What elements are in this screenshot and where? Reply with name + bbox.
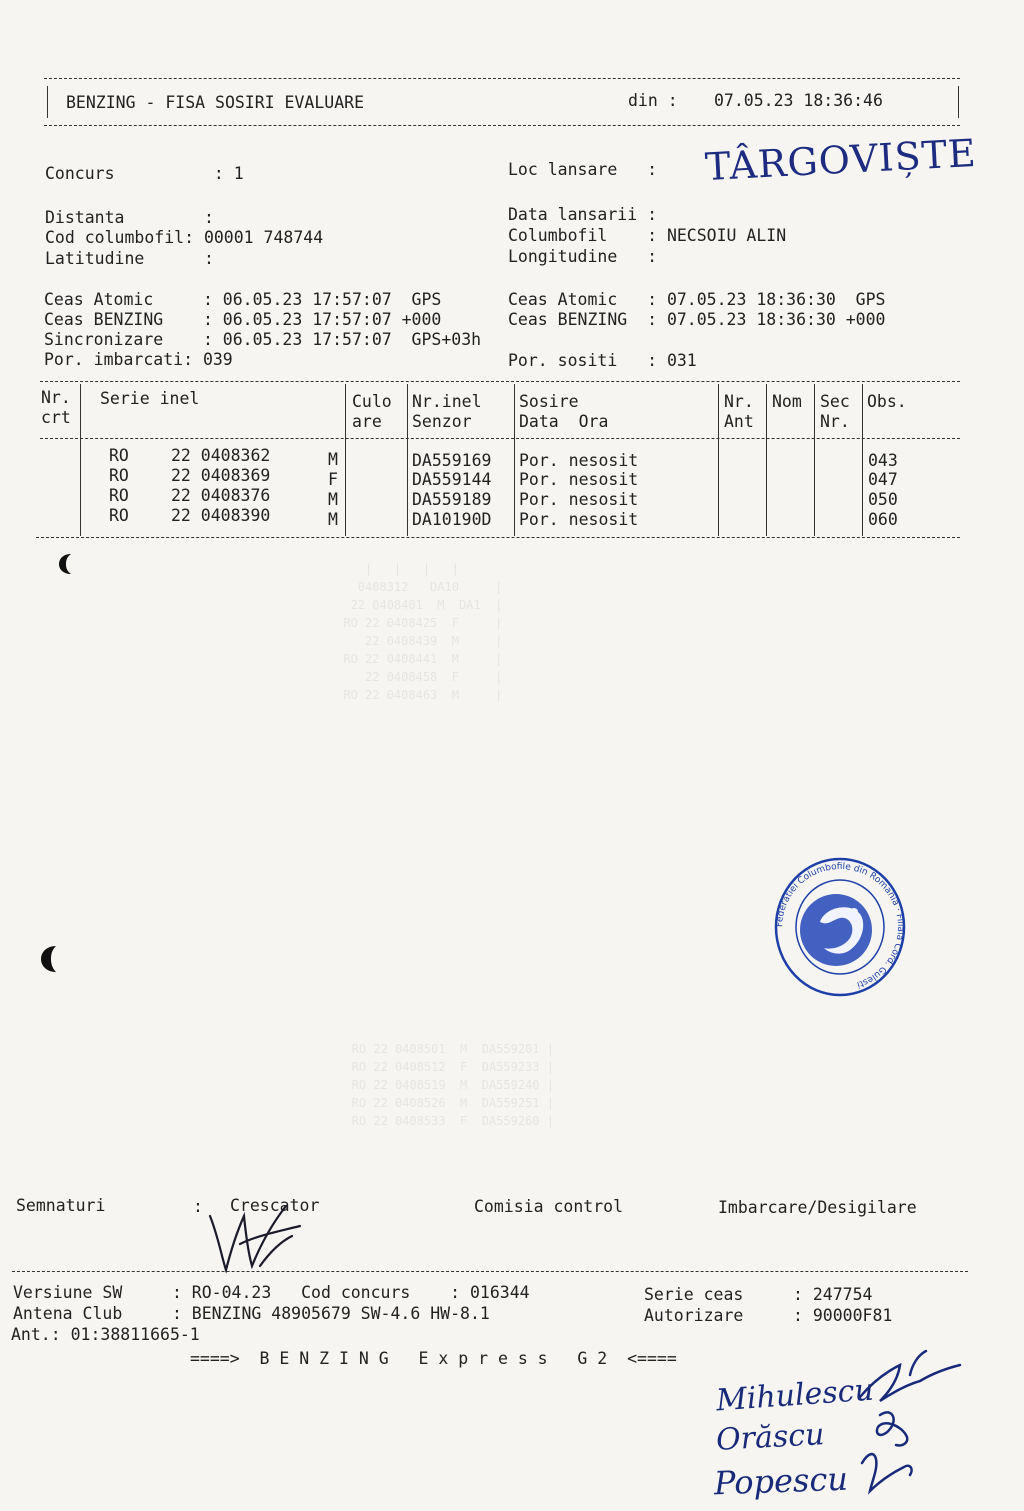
antena-club-line: Antena Club : BENZING 48905679 SW-4.6 HW-8.1 bbox=[13, 1304, 490, 1323]
comisia-control-label: Comisia control bbox=[474, 1197, 624, 1216]
row-senzor: DA559189 bbox=[412, 490, 492, 509]
handwritten-name: Popescu bbox=[713, 1459, 849, 1503]
benzing-express-banner: ====> B E N Z I N G E x p r e s s G 2 <==== bbox=[190, 1349, 677, 1368]
din-datetime: 07.05.23 18:36:46 bbox=[714, 91, 883, 110]
row-obs: 060 bbox=[868, 510, 898, 529]
table-header-border bbox=[40, 438, 960, 439]
row-senzor: DA559169 bbox=[412, 451, 492, 470]
header-nr-ant-2: Ant bbox=[724, 412, 754, 431]
col-sep bbox=[407, 384, 408, 536]
header-nr-crt-2: crt bbox=[41, 408, 71, 427]
row-series: 22 0408390 bbox=[171, 506, 271, 525]
commission-signatures bbox=[840, 1345, 980, 1505]
punch-hole-icon bbox=[55, 550, 79, 578]
loc-lansare-label: Loc lansare : bbox=[508, 160, 658, 179]
header-culoare-2: are bbox=[352, 412, 382, 431]
ceas-benzing-end: Ceas BENZING : 07.05.23 18:36:30 +000 bbox=[508, 310, 886, 329]
handwritten-name: Mihulescu bbox=[714, 1372, 875, 1419]
row-sex: M bbox=[328, 450, 338, 469]
row-senzor: DA559144 bbox=[412, 470, 492, 489]
cod-columbofil-field: Cod columbofil: 00001 748744 bbox=[45, 228, 324, 247]
ant-line: Ant.: 01:38811665-1 bbox=[11, 1325, 200, 1344]
row-sex: M bbox=[328, 490, 338, 509]
autorizare-field: Autorizare : 90000F81 bbox=[644, 1306, 893, 1325]
club-stamp-icon bbox=[770, 852, 910, 1002]
row-sex: M bbox=[328, 510, 338, 529]
row-country: RO bbox=[109, 446, 129, 465]
header-sec-nr: Sec bbox=[820, 392, 850, 411]
row-country: RO bbox=[109, 486, 129, 505]
punch-hole-icon bbox=[38, 943, 68, 975]
header-nr-ant: Nr. bbox=[724, 392, 754, 411]
crescator-label: Crescator bbox=[230, 1196, 320, 1215]
ceas-benzing-start: Ceas BENZING : 06.05.23 17:57:07 +000 bbox=[44, 310, 442, 329]
por-sositi-field: Por. sositi : 031 bbox=[508, 351, 697, 370]
col-sep bbox=[814, 384, 815, 536]
col-sep bbox=[862, 384, 863, 536]
header-right-border bbox=[958, 86, 959, 118]
versiune-sw-line: Versiune SW : RO-04.23 Cod concurs : 016344 bbox=[13, 1283, 530, 1302]
col-sep bbox=[514, 384, 515, 536]
loc-lansare-handwritten: TÂRGOVIȘTE bbox=[704, 130, 978, 190]
show-through-text-2: RO 22 0408501 M DA559201 | RO 22 0408512 F DA559233 | RO 22 0408519 M DA559240 | RO 22 0408526 M DA559251 | RO 22 0408533 F DA559260 | bbox=[351, 1042, 554, 1128]
row-sosire: Por. nesosit bbox=[519, 490, 639, 509]
ceas-atomic-end: Ceas Atomic : 07.05.23 18:36:30 GPS bbox=[508, 290, 886, 309]
row-sosire: Por. nesosit bbox=[519, 451, 639, 470]
header-serie-inel: Serie inel bbox=[100, 389, 200, 408]
row-sosire: Por. nesosit bbox=[519, 470, 639, 489]
header-nr-inel: Nr.inel bbox=[412, 392, 482, 411]
header-data-ora: Data Ora bbox=[519, 412, 609, 431]
imbarcare-desigilare-label: Imbarcare/Desigilare bbox=[718, 1198, 917, 1217]
semnaturi-label: Semnaturi bbox=[16, 1196, 106, 1215]
sincronizare-field: Sincronizare : 06.05.23 17:57:07 GPS+03h bbox=[44, 330, 482, 349]
header-senzor: Senzor bbox=[412, 412, 472, 431]
header-left-border bbox=[47, 86, 48, 118]
row-country: RO bbox=[109, 466, 129, 485]
header-sosire: Sosire bbox=[519, 392, 579, 411]
row-sex: F bbox=[328, 470, 338, 489]
data-lansarii-field: Data lansarii : bbox=[508, 205, 658, 224]
header-nom: Nom bbox=[772, 392, 802, 411]
col-sep bbox=[766, 384, 767, 536]
header-top-border bbox=[44, 78, 960, 79]
crescator-signature bbox=[200, 1196, 310, 1276]
header-sec-nr-2: Nr. bbox=[820, 412, 850, 431]
concurs-field: Concurs : 1 bbox=[45, 164, 244, 183]
footer-top-border bbox=[12, 1271, 968, 1272]
latitudine-field: Latitudine : bbox=[45, 249, 214, 268]
col-sep bbox=[718, 384, 719, 536]
row-series: 22 0408376 bbox=[171, 486, 271, 505]
col-sep bbox=[345, 384, 346, 536]
por-imbarcati-field: Por. imbarcati: 039 bbox=[44, 350, 233, 369]
row-obs: 047 bbox=[868, 470, 898, 489]
ceas-atomic-start: Ceas Atomic : 06.05.23 17:57:07 GPS bbox=[44, 290, 442, 309]
document-title: BENZING - FISA SOSIRI EVALUARE bbox=[66, 93, 365, 112]
header-obs: Obs. bbox=[867, 392, 907, 411]
distanta-field: Distanta : bbox=[45, 208, 214, 227]
longitudine-field: Longitudine : bbox=[508, 247, 658, 266]
show-through-text: | | | | 0408312 DA10 | 22 0408401 M DA1 | RO 22 0408425 F | 22 0408439 M | RO 22 0408441 M | 22 0408458 F | RO 22 0408463 M | bbox=[343, 562, 503, 702]
table-bottom-border bbox=[36, 537, 960, 538]
table-top-border bbox=[40, 381, 960, 382]
row-series: 22 0408362 bbox=[171, 446, 271, 465]
row-country: RO bbox=[109, 506, 129, 525]
row-obs: 043 bbox=[868, 451, 898, 470]
columbofil-field: Columbofil : NECSOIU ALIN bbox=[508, 226, 787, 245]
handwritten-name: Orăscu bbox=[715, 1417, 826, 1458]
row-obs: 050 bbox=[868, 490, 898, 509]
serie-ceas-field: Serie ceas : 247754 bbox=[644, 1285, 873, 1304]
row-senzor: DA10190D bbox=[412, 510, 492, 529]
svg-text:Federatiei Columbofile din Rom: Federatiei Columbofile din Romania · Filiala Cord. Gulesti bbox=[774, 861, 906, 990]
header-culoare: Culo bbox=[352, 392, 392, 411]
din-label: din : bbox=[628, 91, 678, 110]
semnaturi-colon: : bbox=[193, 1197, 203, 1216]
header-nr-crt: Nr. bbox=[41, 388, 71, 407]
col-sep bbox=[80, 384, 81, 536]
row-sosire: Por. nesosit bbox=[519, 510, 639, 529]
header-bottom-border bbox=[44, 125, 960, 126]
row-series: 22 0408369 bbox=[171, 466, 271, 485]
